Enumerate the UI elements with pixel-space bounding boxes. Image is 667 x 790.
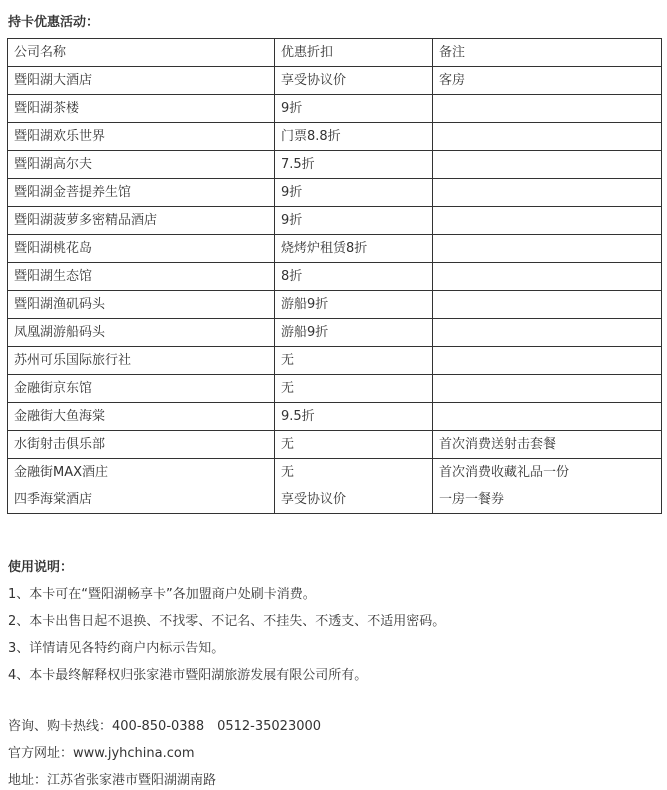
table-row [8,67,662,95]
discount-cell: 享受协议价 [275,67,433,95]
table-header-row [8,39,662,67]
company-cell: 暨阳湖欢乐世界 [8,123,275,151]
remark-line: 首次消费收藏礼品一份 [439,465,570,480]
company-cell: 金融街京东馆 [8,375,275,403]
company-cell [8,459,275,514]
company-cell: 暨阳湖渔矶码头 [8,291,275,319]
company-cell: 暨阳湖大酒店 [8,67,275,95]
contact-hotline: 咨询、购卡热线：400-850-0388 0512-35023000 [8,719,322,734]
discount-cell: 8折 [275,263,433,291]
header-company-name: 公司名称 [8,39,275,67]
table-row-merged [8,459,662,514]
header-discount: 优惠折扣 [275,39,433,67]
discount-cell: 无 [275,347,433,375]
usage-item: 4、本卡最终解释权归张家港市暨阳湖旅游发展有限公司所有。 [8,668,368,683]
discount-line: 无 [281,465,295,480]
company-cell: 暨阳湖生态馆 [8,263,275,291]
discount-cell [275,459,433,514]
usage-list [8,586,445,694]
remark-cell [433,235,662,263]
company-cell: 暨阳湖高尔夫 [8,151,275,179]
company-cell: 苏州可乐国际旅行社 [8,347,275,375]
discount-cell: 游船9折 [275,291,433,319]
remark-cell [433,319,662,347]
company-cell: 暨阳湖金菩提养生馆 [8,179,275,207]
remark-cell [433,347,662,375]
discount-cell: 9折 [275,207,433,235]
usage-item: 3、详情请见各特约商户内标示告知。 [8,641,225,656]
discount-cell: 9.5折 [275,403,433,431]
company-cell: 凤凰湖游船码头 [8,319,275,347]
table-row [8,375,662,403]
company-line: 金融街MAX酒庄 [14,465,109,480]
table-row [8,291,662,319]
header-remark: 备注 [433,39,662,67]
remark-cell [433,207,662,235]
company-cell: 金融街大鱼海棠 [8,403,275,431]
company-cell: 水街射击俱乐部 [8,431,275,459]
table-row [8,431,662,459]
remark-cell [433,375,662,403]
discount-cell: 无 [275,431,433,459]
company-cell: 暨阳湖桃花岛 [8,235,275,263]
remark-cell [433,123,662,151]
remark-cell [433,263,662,291]
remark-cell: 首次消费送射击套餐 [433,431,662,459]
table-row [8,151,662,179]
discount-cell: 无 [275,375,433,403]
table-row [8,263,662,291]
remark-cell: 客房 [433,67,662,95]
table-row [8,319,662,347]
table-row [8,403,662,431]
contact-address: 地址：江苏省张家港市暨阳湖湖南路 [8,773,217,788]
discount-cell: 9折 [275,95,433,123]
usage-section-heading: 使用说明： [8,560,74,575]
table-row [8,347,662,375]
company-cell: 暨阳湖茶楼 [8,95,275,123]
discount-cell: 烧烤炉租赁8折 [275,235,433,263]
discount-cell: 游船9折 [275,319,433,347]
remark-cell [433,179,662,207]
remark-cell [433,291,662,319]
remark-cell [433,151,662,179]
table-row [8,179,662,207]
table-row [8,207,662,235]
discount-table [7,38,662,514]
remark-cell [433,459,662,514]
usage-item: 2、本卡出售日起不退换、不找零、不记名、不挂失、不透支、不适用密码。 [8,614,446,629]
remark-cell [433,403,662,431]
company-cell: 暨阳湖菠萝多密精品酒店 [8,207,275,235]
discount-cell: 门票8.8折 [275,123,433,151]
table-row [8,123,662,151]
usage-item: 1、本卡可在“暨阳湖畅享卡”各加盟商户处刷卡消费。 [8,587,316,602]
remark-line: 一房一餐券 [439,492,505,507]
table-row [8,95,662,123]
table-row [8,235,662,263]
discount-line: 享受协议价 [281,492,347,507]
company-line: 四季海棠酒店 [14,492,93,507]
discount-cell: 7.5折 [275,151,433,179]
contact-website: 官方网址：www.jyhchina.com [8,746,195,761]
remark-cell [433,95,662,123]
discount-cell: 9折 [275,179,433,207]
discount-section-heading: 持卡优惠活动： [8,15,100,30]
